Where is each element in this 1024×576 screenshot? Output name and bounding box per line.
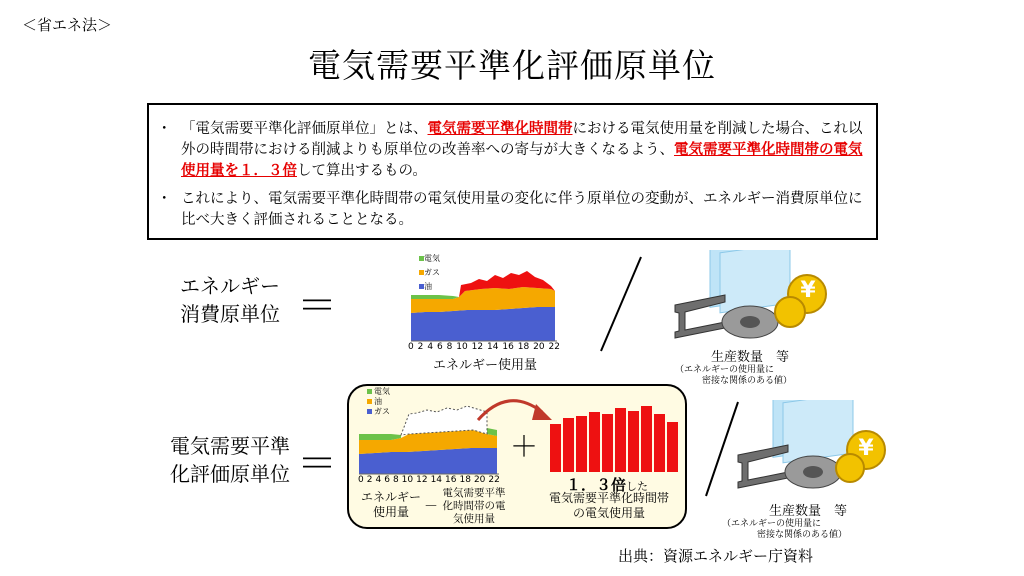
chart1-x-ticks: [408, 342, 560, 353]
arrow-path: [478, 401, 542, 420]
x-tick: 22: [488, 475, 500, 485]
slash-line: [601, 257, 641, 351]
summary-box: [147, 103, 878, 240]
caption-line: 電気需要平準: [442, 487, 506, 499]
bar: [563, 418, 574, 472]
green-area: [359, 434, 401, 440]
caption-peak-electricity: [438, 487, 510, 526]
bullet1-text-b: における電気使用量を削減した場合、これ以外の時間帯における削減よりも原単位の改善率への寄与が大きくなるよう、: [181, 121, 863, 158]
steel-beam: [738, 445, 788, 488]
production-note-2: 密接な関係のある値）: [702, 376, 793, 386]
bullet1-highlight-factor: 電気需要平準化時間帯の電気使用量を１．３倍: [181, 142, 863, 179]
coil-hole: [803, 466, 823, 478]
page-title: 電気需要平準化評価原単位: [308, 46, 716, 85]
legend-gas: ガス: [424, 268, 440, 277]
x-tick: 14: [430, 475, 443, 485]
caption-line: 電気需要平準化時間帯: [548, 491, 669, 505]
coil-hole: [740, 316, 760, 328]
x-tick: 2: [366, 475, 373, 485]
equals-sign: ＝: [297, 441, 337, 487]
x-tick: 4: [375, 475, 382, 485]
bar: [667, 422, 678, 472]
x-tick: 6: [384, 475, 390, 485]
yen-symbol: ¥: [858, 436, 874, 461]
caption-line: 使用量: [372, 505, 409, 519]
bar: [589, 412, 600, 472]
x-tick: 18: [459, 475, 471, 485]
bullet2-text: これにより、電気需要平準化時間帯の電気使用量の変化に伴う原単位の変動が、エネルギー消費原単位に比べ大きく評価されることとなる。: [181, 191, 863, 228]
source-credit: 出典：資源エネルギー庁資料: [618, 547, 814, 565]
multiplier-suffix: した: [626, 480, 649, 493]
bullet1-text-c: して算出するもの。: [297, 163, 427, 179]
x-tick: 0: [408, 342, 414, 352]
label-line: 消費原単位: [180, 302, 280, 326]
x-tick: 10: [456, 342, 468, 352]
legend-oil: 油: [424, 282, 432, 291]
production-label: 生産数量 等: [710, 350, 789, 365]
chart1-caption: エネルギー使用量: [432, 358, 537, 373]
x-tick: 20: [473, 475, 486, 485]
x-tick: 0: [358, 475, 364, 485]
x-tick: 16: [502, 342, 514, 352]
bullet1-text-a: 「電気需要平準化評価原単位」とは、: [181, 121, 428, 137]
x-tick: 12: [471, 342, 484, 352]
bar: [550, 424, 561, 472]
bar: [641, 406, 652, 472]
x-tick: 12: [416, 475, 428, 485]
chart2-x-ticks: [358, 475, 500, 486]
caption-line: の電気使用量: [572, 506, 645, 520]
x-tick: 10: [401, 475, 414, 485]
caption-scaled-electricity: [534, 491, 684, 521]
production-note-1: （エネルギーの使用量に: [675, 365, 775, 375]
x-tick: 16: [445, 475, 457, 485]
x-tick: 8: [392, 475, 399, 485]
law-label: ＜省エネ法＞: [22, 16, 113, 34]
x-tick: 8: [446, 342, 453, 352]
minus-sign: －: [424, 499, 438, 515]
equals-sign: ＝: [297, 283, 337, 329]
x-tick: 2: [417, 342, 424, 352]
bar: [615, 408, 626, 472]
caption-line: 化時間帯の電: [442, 500, 506, 512]
x-tick: 18: [517, 342, 530, 352]
energy-intensity-label: [150, 272, 310, 328]
legend-oil: 油: [374, 397, 382, 406]
peak-shaving-intensity-label: [150, 432, 310, 488]
x-tick: 22: [548, 342, 560, 352]
x-tick: 4: [427, 342, 434, 352]
legend-electricity: 電気: [424, 254, 440, 263]
label-line: 化評価原単位: [170, 462, 290, 486]
steel-beam: [675, 295, 725, 338]
glass-panel: [783, 400, 853, 463]
production-note-2: 密接な関係のある値）: [757, 530, 848, 540]
electricity-base-area: [411, 295, 459, 299]
bar: [602, 414, 613, 472]
x-tick: 6: [436, 342, 443, 352]
caption-energy-usage: [356, 490, 426, 520]
x-tick: 20: [533, 342, 545, 352]
legend-electricity: 電気: [374, 387, 390, 396]
label-line: 電気需要平準: [170, 434, 290, 458]
legend-swatch-gas: [367, 409, 372, 414]
bullet-marker: ・: [157, 121, 172, 137]
x-tick: 14: [487, 342, 499, 352]
caption-line: エネルギー: [360, 490, 421, 504]
bar: [628, 411, 639, 472]
multiplier-value: １．３倍: [566, 476, 627, 494]
legend-swatch-oil: [367, 399, 372, 404]
bar: [654, 414, 665, 472]
legend-gas: ガス: [374, 407, 390, 416]
caption-line: 気使用量: [453, 513, 495, 525]
yen-symbol: ¥: [800, 278, 816, 303]
bullet1-highlight-period: 電気需要平準化時間帯: [427, 121, 573, 137]
bar: [576, 416, 587, 472]
production-label: 生産数量 等: [768, 504, 847, 519]
production-note-1: （エネルギーの使用量に: [722, 519, 822, 529]
legend-swatch-electricity: [367, 389, 372, 394]
bullet-marker: ・: [157, 191, 172, 207]
plus-sign: ＋: [510, 430, 539, 463]
scaled-electricity-chart: [548, 402, 680, 474]
label-line: エネルギー: [180, 274, 280, 298]
oil-area: [411, 307, 555, 341]
division-slash: [595, 255, 645, 355]
